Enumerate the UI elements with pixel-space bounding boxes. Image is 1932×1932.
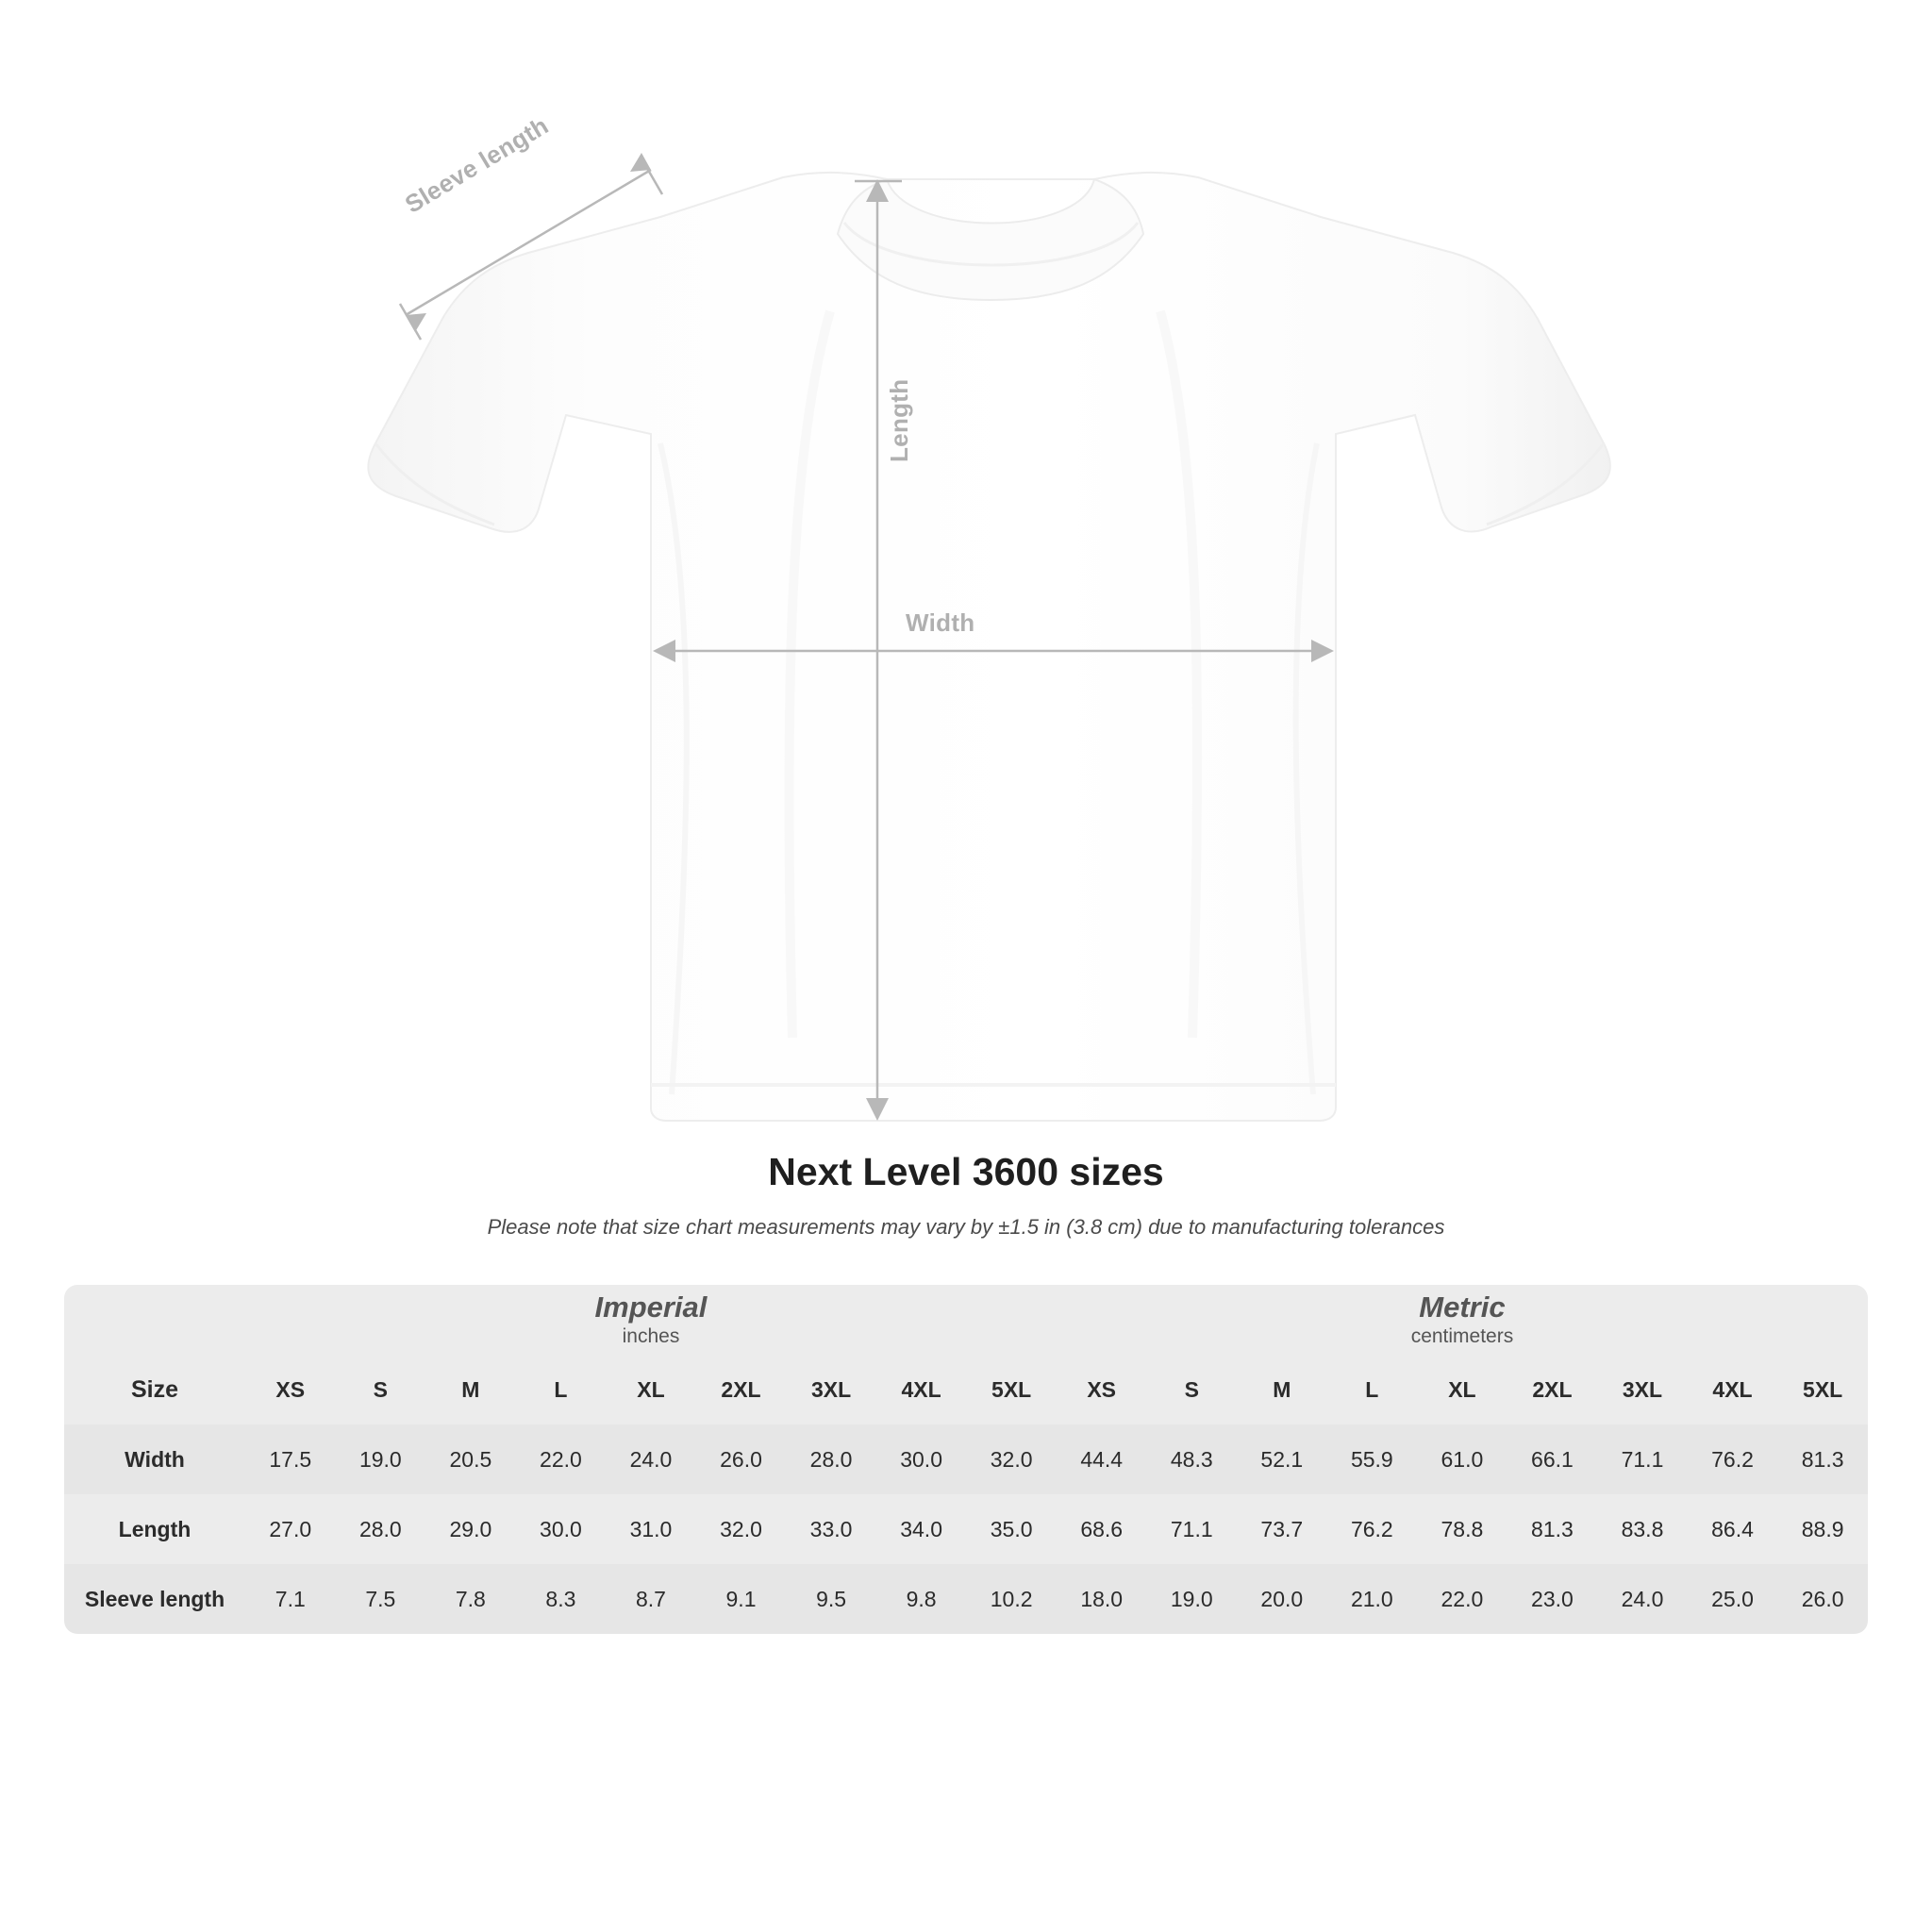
- cell-width-metric-xl: 61.0: [1417, 1424, 1507, 1494]
- cell-width-imperial-2xl: 26.0: [696, 1424, 787, 1494]
- table-row: [64, 1494, 1868, 1564]
- cell-width-metric-l: 55.9: [1327, 1424, 1418, 1494]
- unit-group-metric: [1057, 1285, 1868, 1355]
- unit-group-imperial-sub: inches: [622, 1325, 680, 1348]
- cell-length-imperial-3xl: 33.0: [786, 1494, 876, 1564]
- page-title: Next Level 3600 sizes: [768, 1150, 1164, 1193]
- cell-length-imperial-xl: 31.0: [606, 1494, 696, 1564]
- unit-group-imperial-name: Imperial: [594, 1290, 708, 1324]
- row-label-sleeve-length: Sleeve length: [64, 1564, 245, 1634]
- cell-length-imperial-4xl: 34.0: [876, 1494, 967, 1564]
- size-header-imperial-m: M: [425, 1355, 516, 1424]
- cell-length-metric-l: 76.2: [1327, 1494, 1418, 1564]
- size-header-metric-m: M: [1237, 1355, 1327, 1424]
- size-table: [64, 1285, 1868, 1634]
- size-header-metric-s: S: [1146, 1355, 1237, 1424]
- cell-length-imperial-m: 29.0: [425, 1494, 516, 1564]
- cell-length-metric-xl: 78.8: [1417, 1494, 1507, 1564]
- cell-width-metric-s: 48.3: [1146, 1424, 1237, 1494]
- cell-length-imperial-5xl: 35.0: [966, 1494, 1057, 1564]
- cell-sleeve-length-imperial-2xl: 9.1: [696, 1564, 787, 1634]
- cell-sleeve-length-metric-l: 21.0: [1327, 1564, 1418, 1634]
- size-header-metric-xs: XS: [1057, 1355, 1147, 1424]
- size-header-imperial-3xl: 3XL: [786, 1355, 876, 1424]
- table-row: [64, 1564, 1868, 1634]
- cell-sleeve-length-metric-4xl: 25.0: [1688, 1564, 1778, 1634]
- size-header-imperial-xs: XS: [245, 1355, 336, 1424]
- length-label: Length: [885, 378, 913, 462]
- cell-length-metric-5xl: 88.9: [1777, 1494, 1868, 1564]
- cell-width-metric-5xl: 81.3: [1777, 1424, 1868, 1494]
- cell-width-imperial-4xl: 30.0: [876, 1424, 967, 1494]
- sleeve-length-label: Sleeve length: [400, 110, 554, 219]
- size-table-wrapper: [64, 1285, 1868, 1634]
- cell-sleeve-length-metric-xs: 18.0: [1057, 1564, 1147, 1634]
- size-header-label: Size: [64, 1355, 245, 1424]
- size-header-imperial-5xl: 5XL: [966, 1355, 1057, 1424]
- size-header-metric-2xl: 2XL: [1507, 1355, 1598, 1424]
- unit-header-row: [64, 1285, 1868, 1355]
- cell-sleeve-length-metric-s: 19.0: [1146, 1564, 1237, 1634]
- size-header-imperial-2xl: 2XL: [696, 1355, 787, 1424]
- size-header-row: [64, 1355, 1868, 1424]
- row-label-length: Length: [64, 1494, 245, 1564]
- cell-width-metric-4xl: 76.2: [1688, 1424, 1778, 1494]
- size-header-imperial-l: L: [516, 1355, 607, 1424]
- cell-sleeve-length-imperial-l: 8.3: [516, 1564, 607, 1634]
- unit-group-metric-name: Metric: [1419, 1290, 1506, 1324]
- cell-width-metric-2xl: 66.1: [1507, 1424, 1598, 1494]
- cell-width-imperial-5xl: 32.0: [966, 1424, 1057, 1494]
- cell-sleeve-length-metric-m: 20.0: [1237, 1564, 1327, 1634]
- table-row: [64, 1424, 1868, 1494]
- cell-width-imperial-xl: 24.0: [606, 1424, 696, 1494]
- tolerance-note: Please note that size chart measurements may vary by ±1.5 in (3.8 cm) due to manufacturing tolerances: [487, 1215, 1445, 1239]
- cell-length-metric-3xl: 83.8: [1597, 1494, 1688, 1564]
- cell-width-metric-m: 52.1: [1237, 1424, 1327, 1494]
- size-header-metric-4xl: 4XL: [1688, 1355, 1778, 1424]
- cell-sleeve-length-imperial-m: 7.8: [425, 1564, 516, 1634]
- cell-sleeve-length-imperial-3xl: 9.5: [786, 1564, 876, 1634]
- unit-corner-cell: [64, 1285, 245, 1355]
- cell-length-imperial-2xl: 32.0: [696, 1494, 787, 1564]
- cell-sleeve-length-imperial-4xl: 9.8: [876, 1564, 967, 1634]
- size-header-metric-3xl: 3XL: [1597, 1355, 1688, 1424]
- size-header-imperial-s: S: [336, 1355, 426, 1424]
- cell-length-imperial-s: 28.0: [336, 1494, 426, 1564]
- cell-length-metric-xs: 68.6: [1057, 1494, 1147, 1564]
- cell-length-metric-4xl: 86.4: [1688, 1494, 1778, 1564]
- unit-group-metric-sub: centimeters: [1410, 1325, 1514, 1348]
- size-header-metric-5xl: 5XL: [1777, 1355, 1868, 1424]
- cell-sleeve-length-imperial-xl: 8.7: [606, 1564, 696, 1634]
- cell-sleeve-length-imperial-s: 7.5: [336, 1564, 426, 1634]
- cell-width-imperial-m: 20.5: [425, 1424, 516, 1494]
- cell-length-metric-m: 73.7: [1237, 1494, 1327, 1564]
- cell-sleeve-length-metric-5xl: 26.0: [1777, 1564, 1868, 1634]
- cell-length-metric-s: 71.1: [1146, 1494, 1237, 1564]
- size-header-metric-xl: XL: [1417, 1355, 1507, 1424]
- cell-length-metric-2xl: 81.3: [1507, 1494, 1598, 1564]
- unit-group-imperial: [245, 1285, 1057, 1355]
- width-label: Width: [906, 608, 975, 637]
- cell-sleeve-length-imperial-5xl: 10.2: [966, 1564, 1057, 1634]
- cell-width-imperial-3xl: 28.0: [786, 1424, 876, 1494]
- cell-sleeve-length-metric-3xl: 24.0: [1597, 1564, 1688, 1634]
- cell-sleeve-length-metric-2xl: 23.0: [1507, 1564, 1598, 1634]
- tshirt-shape: [368, 173, 1609, 1121]
- cell-sleeve-length-imperial-xs: 7.1: [245, 1564, 336, 1634]
- row-label-width: Width: [64, 1424, 245, 1494]
- cell-width-metric-xs: 44.4: [1057, 1424, 1147, 1494]
- cell-sleeve-length-metric-xl: 22.0: [1417, 1564, 1507, 1634]
- size-header-imperial-xl: XL: [606, 1355, 696, 1424]
- size-header-metric-l: L: [1327, 1355, 1418, 1424]
- cell-width-imperial-l: 22.0: [516, 1424, 607, 1494]
- cell-length-imperial-xs: 27.0: [245, 1494, 336, 1564]
- cell-length-imperial-l: 30.0: [516, 1494, 607, 1564]
- cell-width-imperial-xs: 17.5: [245, 1424, 336, 1494]
- size-header-imperial-4xl: 4XL: [876, 1355, 967, 1424]
- cell-width-imperial-s: 19.0: [336, 1424, 426, 1494]
- cell-width-metric-3xl: 71.1: [1597, 1424, 1688, 1494]
